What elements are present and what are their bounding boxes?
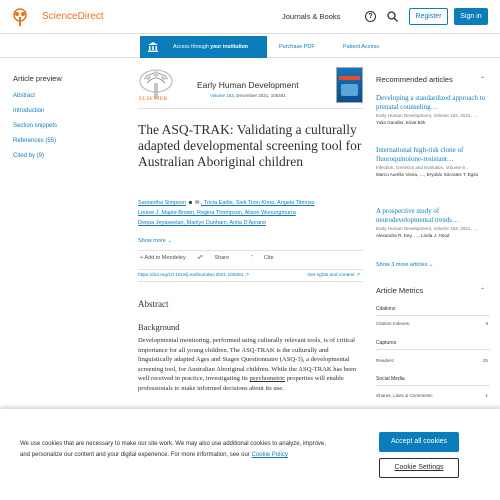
social-media-label: Social Media	[376, 376, 405, 382]
cite-label: Cite	[263, 255, 274, 261]
cookie-message: We use cookies that are necessary to make our site work. We may also use additional cookies to analyze, improve, and personalize our content and your digital experience. For more information, see our	[20, 441, 326, 458]
cookie-settings-button[interactable]	[379, 458, 459, 478]
add-mendeley-button[interactable]: + Add to Mendeley	[140, 255, 186, 261]
sciencedirect-brand[interactable]: ScienceDirect	[42, 11, 104, 22]
author-link[interactable]: , Tricia Eadie, Siek Toon Khoo, Angela Titmuss	[201, 200, 315, 206]
journal-cover-image[interactable]	[336, 67, 363, 103]
sign-in-button[interactable]: Sign in	[454, 8, 488, 25]
recommended-item-authors: Yulia Gandler, Einat Birk	[376, 119, 426, 125]
share-icon: ☍	[197, 255, 203, 261]
article-metrics-title: Article Metrics	[376, 286, 424, 295]
citations-heading	[376, 306, 490, 312]
outline-title: Article preview	[13, 74, 62, 83]
help-icon[interactable]: ?	[365, 11, 376, 22]
journals-books-link[interactable]: Journals & Books	[282, 12, 341, 21]
recommended-item-authors: Marco Aurélio Vieira, …, Eryoldo Sócrates T. Egito	[376, 171, 479, 177]
recommended-title: Recommended articles	[376, 75, 453, 84]
authors-line-3[interactable]: Deepa Jeyaseelan, Marilyn Dunham, Anita D'Aprano	[138, 220, 267, 226]
chevron-up-icon[interactable]: ⌃	[480, 77, 486, 83]
author-link[interactable]: Samantha Simpson	[138, 200, 186, 206]
shares-row	[376, 393, 490, 398]
journal-volume	[210, 93, 286, 98]
cover-band	[339, 76, 360, 80]
rights-text: Get rights and content	[307, 273, 355, 278]
cookie-text	[20, 439, 330, 461]
rights-link[interactable]	[307, 270, 360, 282]
external-link-icon: ↗	[244, 273, 249, 278]
keyword-link[interactable]: psychometric	[249, 375, 286, 383]
volume-rest: , December 2021, 105481	[233, 93, 286, 98]
recommended-item-title[interactable]: A prospective study of neurodevelopmental trends…	[376, 207, 460, 224]
access-prefix: Access through	[173, 44, 211, 50]
recommended-item[interactable]	[376, 207, 490, 239]
recommended-item-title[interactable]: International high-risk clone of fluoroquinolone-resistant…	[376, 146, 464, 163]
elsevier-wordmark: ELSEVIER	[139, 96, 168, 102]
shares-value: 1	[485, 393, 488, 398]
institution-icon	[148, 42, 158, 52]
access-bold: your institution	[210, 44, 248, 50]
readers-value: 25	[482, 358, 488, 363]
authors-line-2[interactable]: Louise J. Maple-Brown, Regina Thompson, Alison Wunungmurra	[138, 210, 296, 216]
top-header	[0, 0, 500, 34]
show-more-articles-label: Show 3 more articles	[376, 262, 428, 268]
abstract-text	[138, 336, 363, 408]
access-label	[173, 36, 248, 58]
article-title: The ASQ-TRAK: Validating a culturally adapted developmental screening tool for Australian Aboriginal children	[138, 122, 362, 169]
abstract-part-2: properties will enable professionals to make informed decisions about its use.	[138, 375, 344, 392]
shares-label: Shares, Likes & Comments:	[376, 393, 433, 398]
cookie-settings-label: Cookie Settings	[394, 464, 444, 471]
divider	[138, 108, 363, 109]
register-button[interactable]: Register	[409, 8, 448, 25]
outline-item-cited-by[interactable]: Cited by (9)	[13, 153, 45, 159]
share-label: Share	[214, 255, 230, 261]
chevron-up-icon[interactable]: ⌃	[480, 288, 486, 294]
journal-name[interactable]: Early Human Development	[197, 80, 299, 90]
divider	[376, 349, 490, 350]
recommended-item-meta: Early Human Development, Volume 163, 2021, …	[376, 226, 478, 231]
recommended-item-authors: Alexandra R. Key, …, Linda J. Hood	[376, 232, 450, 238]
outline-item-abstract[interactable]: Abstract	[13, 93, 36, 99]
citation-indexes-row	[376, 321, 490, 326]
share-button[interactable]	[197, 255, 239, 261]
doi-link[interactable]	[138, 270, 249, 282]
recommended-item[interactable]	[376, 146, 490, 178]
social-media-heading	[376, 376, 490, 382]
recommended-item-meta: Infection, Genetics and Evolution, Volume 9…	[376, 165, 470, 170]
external-link-icon: ↗	[355, 273, 360, 278]
doi-row	[138, 269, 363, 282]
elsevier-tree-icon[interactable]	[12, 8, 28, 26]
cite-button[interactable]	[251, 255, 284, 261]
divider	[138, 250, 363, 251]
abstract-part-1: Developmental monitoring, performed using culturally relevant tools, is of critical importance for all young children. The ASQ-TRAK is the culturally and linguistically adapted Ages and Stages Questionnaire (ASQ-3), a developmental screening tool, for Australian Aboriginal children. While the ASQ-TRAK has been well received in practice, investigating its	[138, 337, 357, 383]
recommended-item[interactable]	[376, 94, 490, 126]
captures-label: Captures	[376, 340, 397, 346]
purchase-pdf-link[interactable]: Purchase PDF	[279, 44, 315, 50]
cover-picture	[341, 84, 358, 96]
abstract-heading: Abstract	[138, 299, 169, 309]
show-more-articles[interactable]	[376, 262, 434, 268]
divider	[376, 385, 490, 386]
cookie-policy-link[interactable]: Cookie Policy	[251, 452, 288, 458]
quote-icon: ”	[250, 255, 253, 261]
author-icons: ☻ ✉	[187, 200, 200, 206]
article-tools	[140, 255, 294, 261]
chevron-down-icon: ⌄	[167, 238, 172, 244]
authors-line-1	[138, 198, 363, 208]
citations-label: Citations	[376, 306, 396, 312]
access-institution-button[interactable]	[140, 36, 267, 58]
outline-item-snippets[interactable]: Section snippets	[13, 123, 58, 129]
background-heading: Background	[138, 322, 180, 332]
patient-access-link[interactable]: Patient Access	[343, 44, 380, 50]
search-icon[interactable]	[387, 11, 398, 22]
accept-cookies-button[interactable]: Accept all cookies	[379, 432, 459, 452]
access-bar	[0, 36, 500, 58]
author-list	[138, 198, 363, 228]
chevron-down-icon: ⌄	[428, 262, 434, 268]
citation-indexes-label: Citation Indexes:	[376, 321, 411, 326]
cookie-banner	[0, 409, 500, 500]
doi-text: https://doi.org/10.1016/j.earlhumdev.2021.105481	[138, 273, 244, 278]
readers-row	[376, 358, 490, 363]
recommended-item-meta: Early Human Development, Volume 163, 2021, …	[376, 113, 478, 118]
outline-item-introduction[interactable]: Introduction	[13, 108, 45, 114]
captures-heading	[376, 340, 490, 346]
outline-item-references[interactable]: References (55)	[13, 138, 57, 144]
citation-indexes-value: 9	[485, 321, 488, 326]
show-more-label: Show more	[138, 238, 166, 244]
readers-label: Readers:	[376, 358, 395, 363]
recommended-item-title[interactable]: Developing a standardized approach to prenatal counseling…	[376, 94, 486, 111]
volume-link[interactable]: Volume 163	[210, 93, 234, 98]
show-more-authors[interactable]	[138, 238, 172, 244]
divider	[376, 315, 490, 316]
